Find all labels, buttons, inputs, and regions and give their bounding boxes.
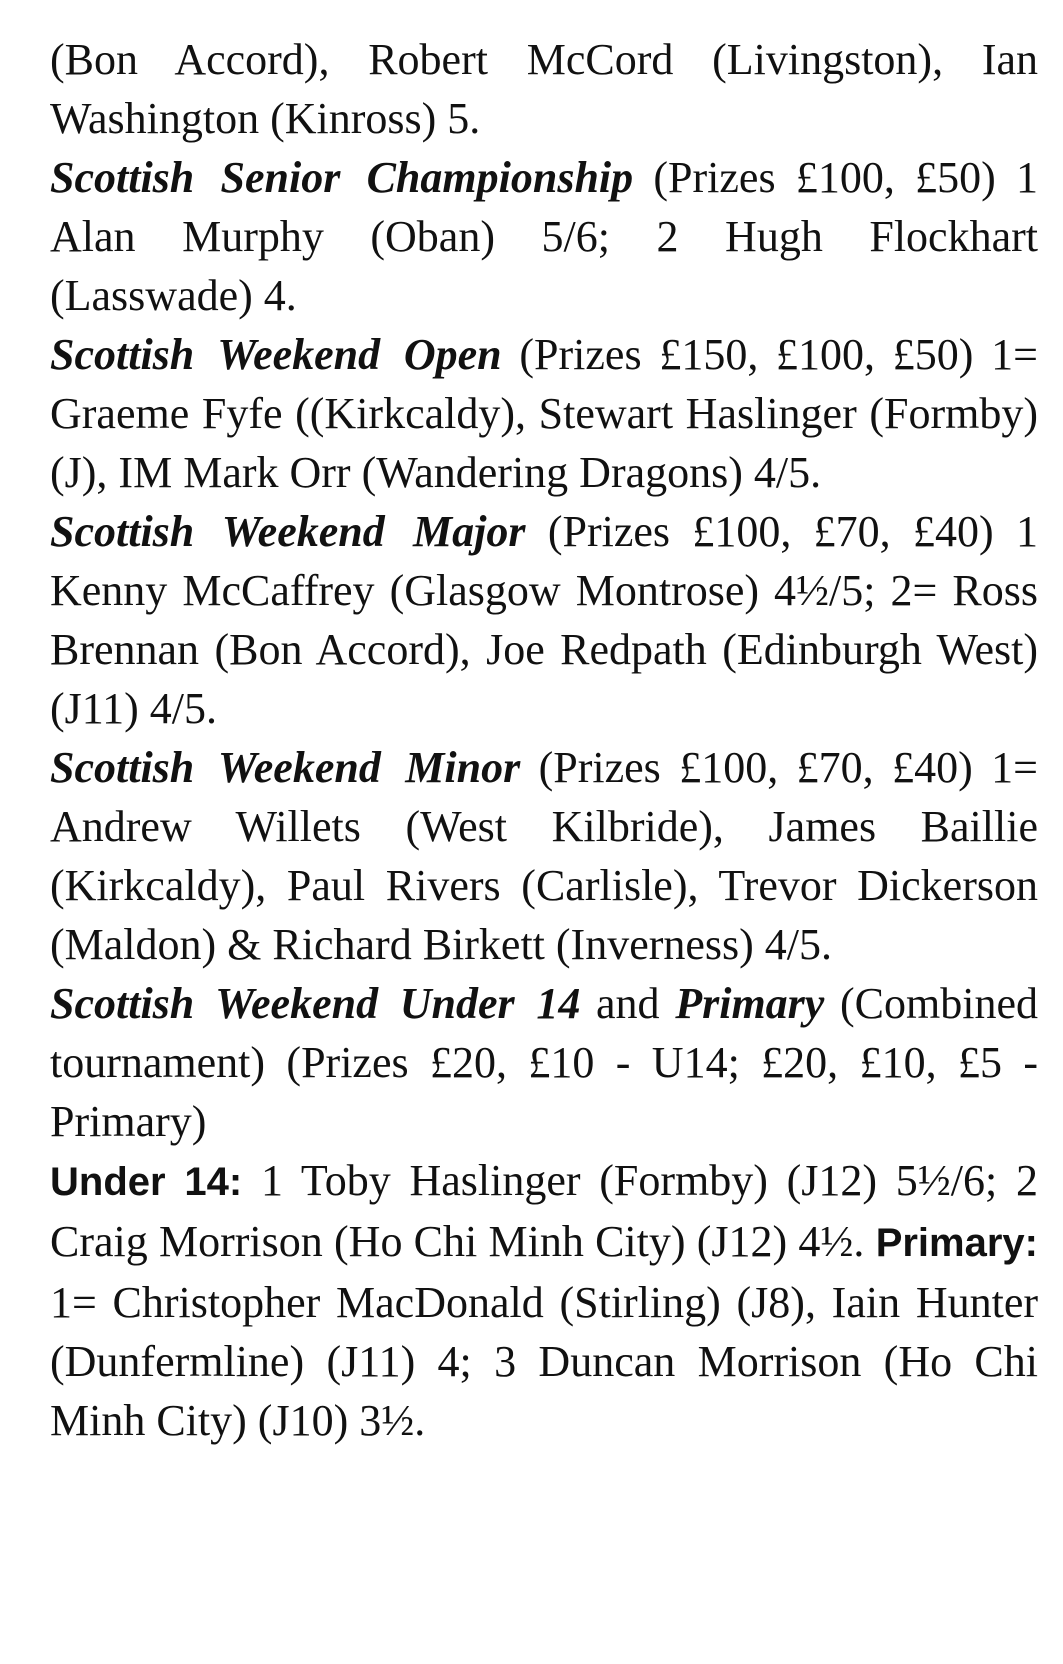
section-title: Scottish Weekend Major <box>50 507 526 556</box>
section-title: Scottish Weekend Under 14 <box>50 979 581 1028</box>
results-column <box>50 30 1038 1450</box>
paragraph-text: 1= Christopher MacDonald (Stirling) (J8), Iain Hunter (Dunfermline) (J11) 4; 3 Duncan Morrison (Ho Chi Minh City) (J10) 3½. <box>50 1278 1038 1445</box>
paragraph-text: (Prizes £100, £70, £40) 1 Kenny McCaffrey (Glasgow Montrose) 4½/5; 2= Ross Brennan (Bon Accord), Joe Redpath (Edinburgh West) (J11) 4/5. <box>50 507 1038 733</box>
results-paragraph-under14-primary <box>50 974 1038 1151</box>
paragraph-text: 1 Toby Haslinger (Formby) (J12) 5½/6; 2 Craig Morrison (Ho Chi Minh City) (J12) 4½. <box>50 1156 1038 1266</box>
category-label-under14: Under 14: <box>50 1160 243 1204</box>
results-paragraph-weekend-open <box>50 325 1038 502</box>
paragraph-text: (Prizes £150, £100, £50) 1= Graeme Fyfe ((Kirkcaldy), Stewart Haslinger (Formby) (J), IM Mark Orr (Wandering Dragons) 4/5. <box>50 330 1038 497</box>
category-label-primary: Primary: <box>875 1221 1038 1265</box>
results-paragraph-weekend-major <box>50 502 1038 738</box>
paragraph-text: (Prizes £100, £50) 1 Alan Murphy (Oban) 5/6; 2 Hugh Flockhart (Lasswade) 4. <box>50 153 1038 320</box>
conjunction-text: and <box>580 979 676 1028</box>
results-paragraph-continuation <box>50 30 1038 148</box>
section-title: Scottish Weekend Open <box>50 330 502 379</box>
section-title: Scottish Senior Championship <box>50 153 634 202</box>
results-paragraph-under14-primary-results <box>50 1151 1038 1450</box>
section-title-secondary: Primary <box>675 979 825 1028</box>
paragraph-text: (Bon Accord), Robert McCord (Livingston), Ian Washington (Kinross) 5. <box>50 35 1038 143</box>
results-paragraph-senior-championship <box>50 148 1038 325</box>
section-title: Scottish Weekend Minor <box>50 743 521 792</box>
results-paragraph-weekend-minor <box>50 738 1038 974</box>
paragraph-text: (Prizes £100, £70, £40) 1= Andrew Willets (West Kilbride), James Baillie (Kirkcaldy), Paul Rivers (Carlisle), Trevor Dickerson (Maldon) & Richard Birkett (Inverness) 4/5. <box>50 743 1038 969</box>
paragraph-text: (Combined tournament) (Prizes £20, £10 - U14; £20, £10, £5 - Primary) <box>50 979 1038 1146</box>
